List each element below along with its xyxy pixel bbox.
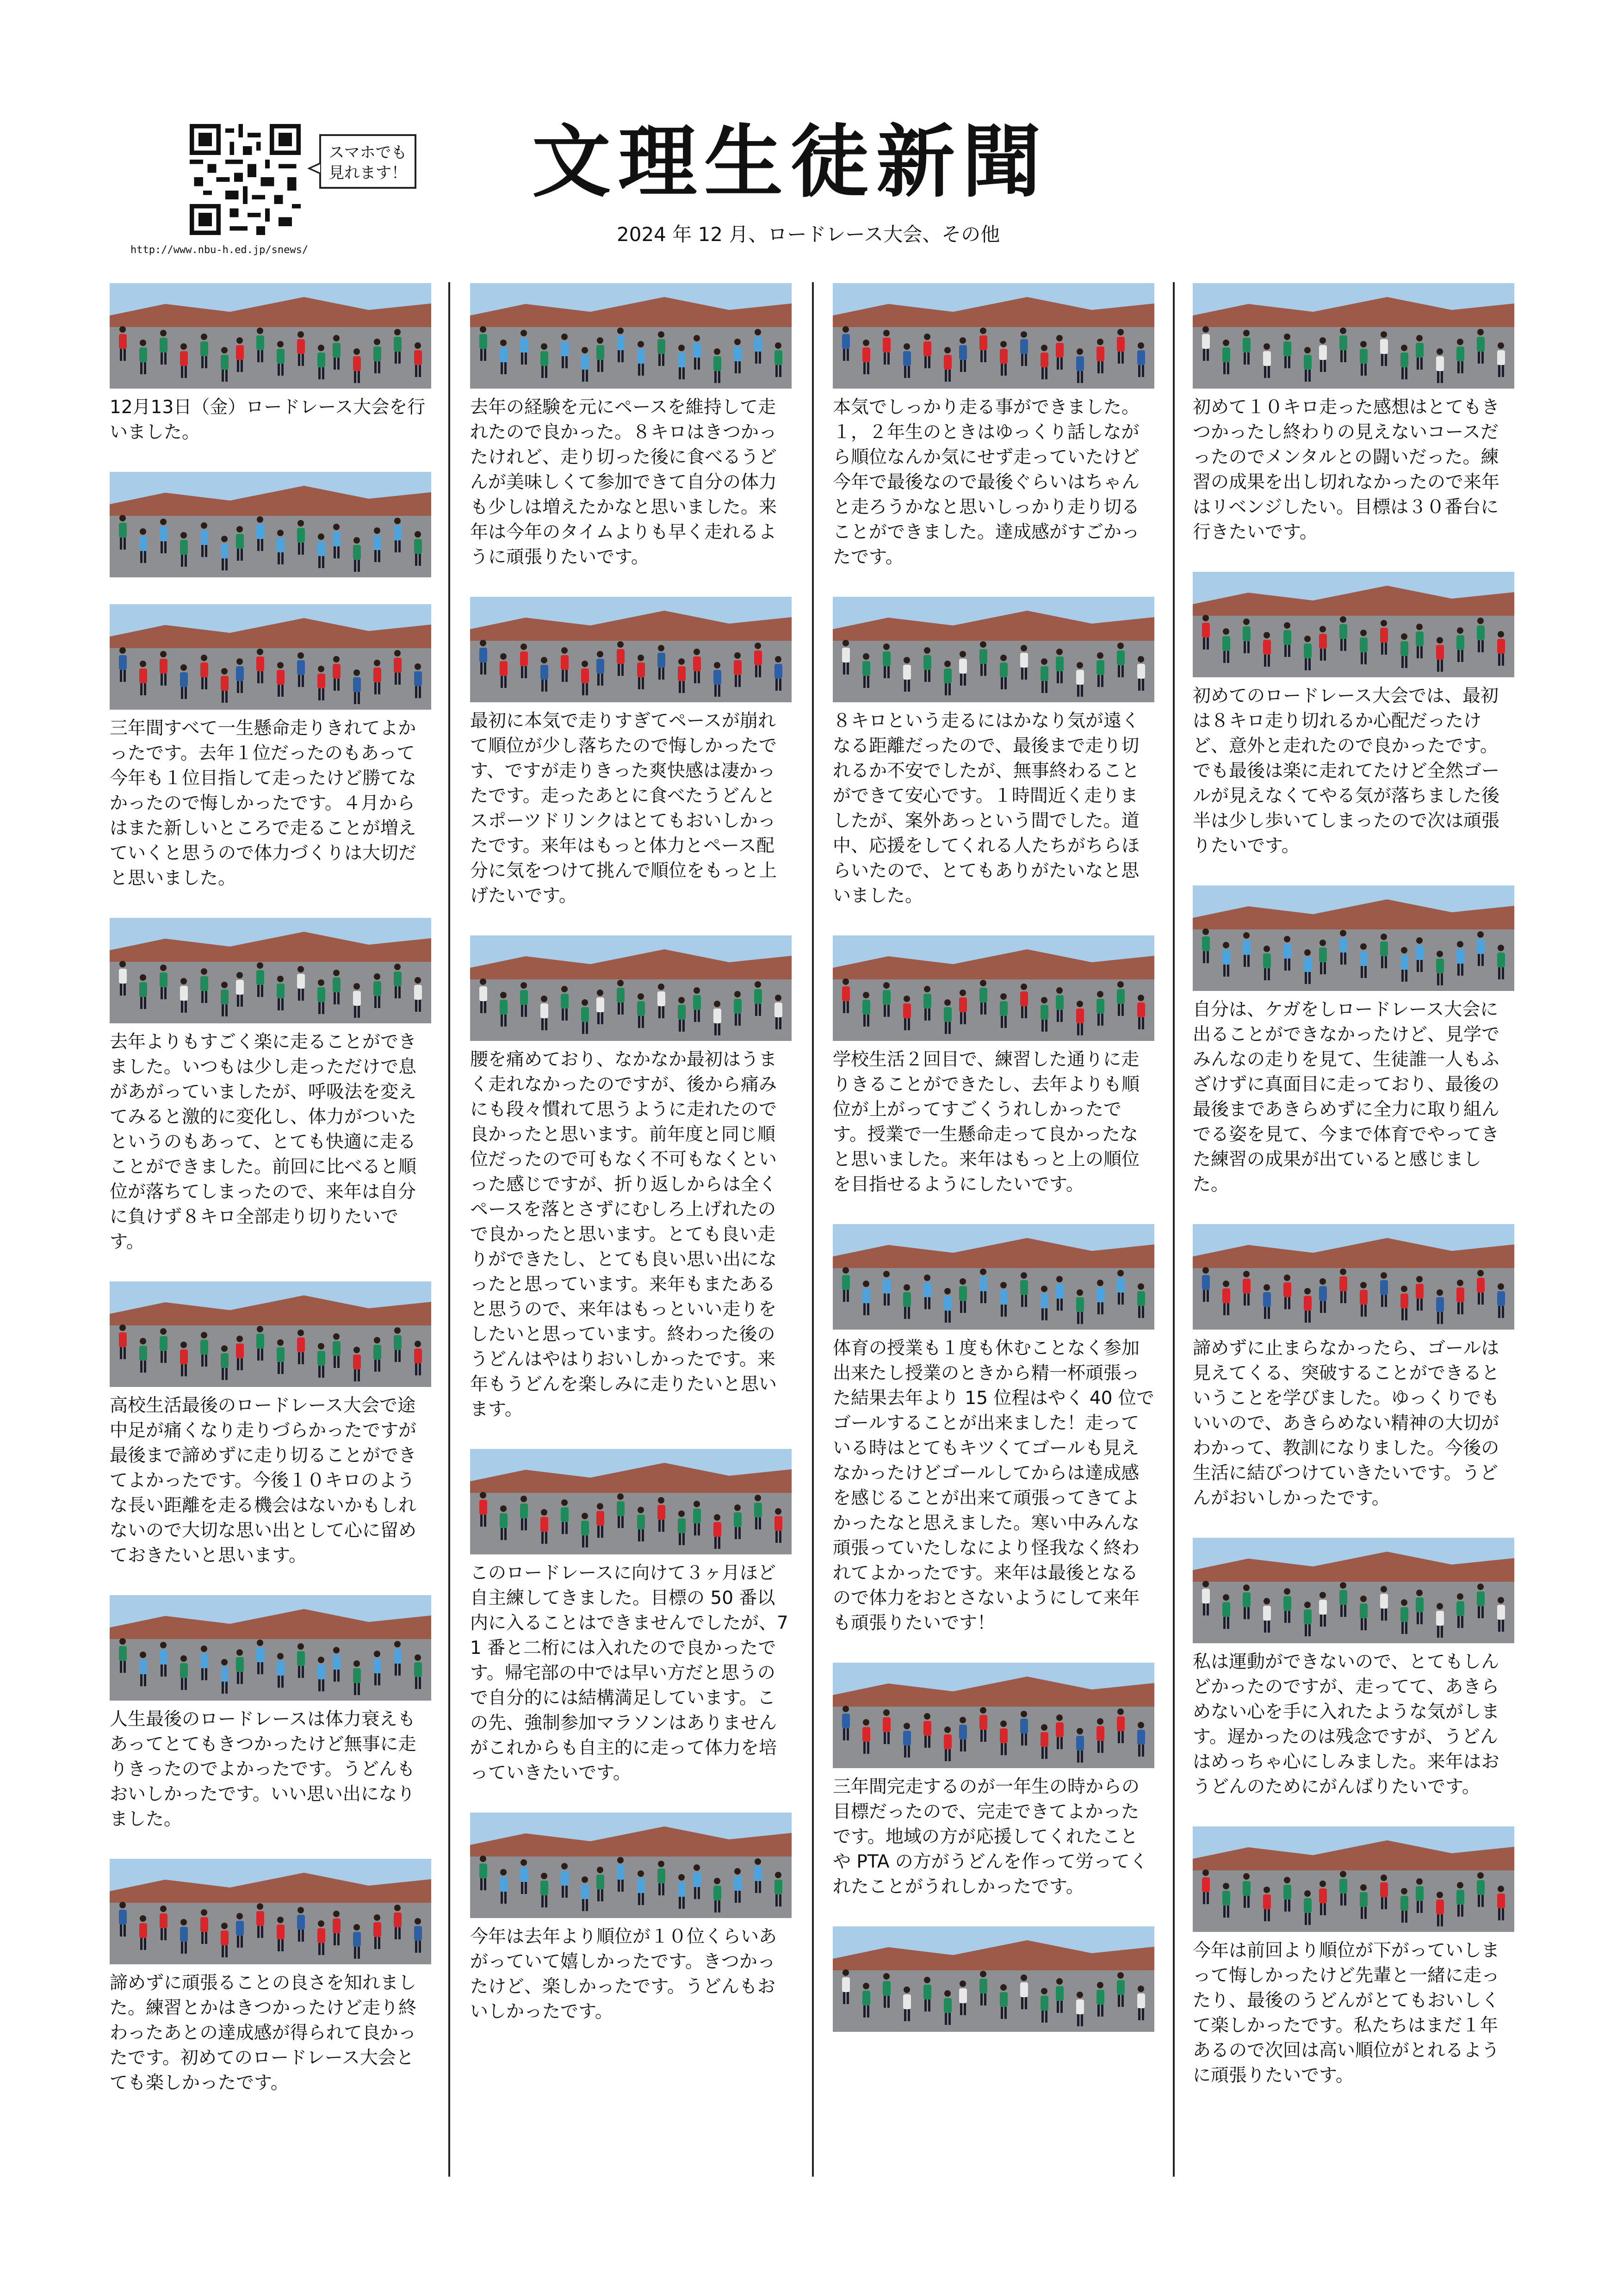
photo-bleachers-group [470,1449,792,1554]
article-text: 体育の授業も１度も休むことなく参加出来たし授業のときから精一杯頑張った結果去年より 15 位程はやく 40 位でゴールすることが出来ました！走っている時はとてもキツくてゴールも見えなかったけどゴールしてからは達成感を感じることが出来て頑張ってきてよかったなと思えました。寒い中みんな頑張っていたしなにより怪我なく終われてよかったです。来年は最後となるので体力をおとさないようにして来年も頑張りたいです！ [833,1338,1154,1634]
article-text: 三年間完走するのが一年生の時からの目標だったので、完走できてよかったです。地域の方が応援してくれたことや PTA の方がうどんを作って労ってくれたことがうれしかったです。 [833,1776,1148,1897]
photo-group-bleachers [1193,1826,1514,1932]
photo-red-team-closeup [1193,885,1514,991]
article-text: 人生最後のロードレースは体力衰えもあってとてもきつかったけど無事に走りきったのでよかったです。うどんもおいしかったです。いい思い出になりました。 [110,1709,416,1830]
photo-image [1193,283,1514,389]
qr-code[interactable] [190,124,301,235]
article-entry [470,283,792,570]
photo-runners-river [1193,283,1514,389]
photo-mountain-start [833,1926,1154,2032]
article-entry [110,472,431,577]
photo-image [470,1449,792,1554]
article-text: 去年の経験を元にペースを維持して走れたので良かった。８キロはきつかったけれど、走り切った後に食べるうどんが美味しくて参加できて自分の体力も少しは増えたかなと思いました。来年は今年のタイムよりも早く走れるように頑張りたいです。 [470,397,777,568]
photo-green-shirts-run [1193,572,1514,677]
photo-green-pack [470,283,792,389]
photo-crowd-running [110,918,431,1023]
article-text: 私は運動ができないので、とてもしんどかったのですが、走ってて、あきらめない心を手に入れたような気がします。遅かったのは残念ですが、うどんはめっちゃ心にしみました。来年はおうどんのためにがんばりたいです。 [1193,1652,1500,1797]
article-entry [1193,885,1514,1197]
column-1 [110,283,431,2123]
photo-image [833,597,1154,702]
column-divider [1173,282,1175,2177]
article-entry [1193,1224,1514,1511]
photo-image [833,283,1154,389]
article-entry [1193,1538,1514,1800]
article-entry [110,1859,431,2096]
site-url[interactable]: http://www.nbu-h.ed.jp/snews/ [130,244,309,256]
article-entry [470,1449,792,1786]
newspaper-title: 文理生徒新聞 [532,116,1049,208]
photo-three-students-posing [110,472,431,577]
photo-image [110,472,431,577]
article-text: 最初に本気で走りすぎてペースが崩れて順位が少し落ちたので悔しかったです、ですが走りきった爽快感は凄かったです。走ったあとに食べたうどんとスポーツドリンクはとてもおいしかったです。来年はもっと体力とペース配分に気をつけて挑んで順位をもっと上げたいです。 [470,711,777,906]
speech-bubble: スマホでも 見れます！ [319,134,416,189]
article-entry [833,597,1154,909]
photo-green-team-running [110,1281,431,1387]
article-entry [110,918,431,1255]
article-entry [833,1926,1154,2032]
photo-girls-peace-sign [110,604,431,710]
column-2 [470,283,792,2051]
photo-image [1193,1538,1514,1643]
article-text: 諦めずに止まらなかったら、ゴールは見えてくる、突破することができるということを学びました。ゆっくりでもいいので、あきらめない精神の大切がわかって、教訓になりました。今後の生活に結びつけていきたいです。うどんがおいしかったです。 [1193,1338,1500,1509]
article-text: 去年よりもすごく楽に走ることができました。いつもは少し走っただけで息があがっていましたが、呼吸法を変えてみると激的に変化し、体力がついたというのもあって、とても快適に走ることができました。前回に比べると順位が落ちてしまったので、来年は自分に負けず８キロ全部走り切りたいです。 [110,1032,417,1252]
article-text: 今年は前回より順位が下がっていしまって悔しかったけど先輩と一緒に走ったり、最後のうどんがとてもおいしくて楽しかったです。私たちはまだ１年あるので次回は高い順位がとれるように頑張りたいです。 [1193,1940,1500,2086]
photo-runners-cones [110,1859,431,1964]
photo-mixed-crowd [1193,1224,1514,1330]
photo-truck-runners [833,1224,1154,1330]
article-text: 初めてのロードレース大会では、最初は８キロ走り切れるか心配だったけど、意外と走れたので良かったです。でも最後は楽に走れてたけど全然ゴールが見えなくてやる気が落ちました後半は少し歩いてしまったので次は頑張りたいです。 [1193,686,1500,856]
qr-code-icon [190,124,301,235]
article-text: 今年は去年より順位が１０位くらいあがっていて嬉しかったです。きつかったけど、楽しかったです。うどんもおいしかったです。 [470,1926,777,2022]
article-text: 三年間すべて一生懸命走りきれてよかったです。去年１位だったのもあって今年も１位目指して走ったけど勝てなかったので悔しかったです。４月からはまた新しいところで走ることが増えていくと思うので体力づくりは大切だと思いました。 [110,718,417,889]
column-3 [833,283,1154,2059]
photo-image [1193,1826,1514,1932]
column-divider [448,282,450,2177]
article-text: 高校生活最後のロードレース大会で途中足が痛くなり走りづらかったですが最後まで諦めずに走り切ることができてよかったです。今後１０キロのような長い距離を走る機会はないかもしれないので大切な思い出として心に留めておきたいと思います。 [110,1395,417,1566]
photo-image [833,1926,1154,2032]
photo-start-line-distance [110,1595,431,1701]
column-4 [1193,283,1514,2115]
article-entry [1193,283,1514,545]
article-entry [110,1595,431,1832]
photo-image [110,283,431,389]
article-text: 本気でしっかり走る事ができました。１，２年生のときはゆっくり話しながら順位なんか気にせず走っていたけど今年で最後なので最後ぐらいはちゃんと走ろうかなと思いしっかり走り切ることができました。達成感がすごかったです。 [833,397,1140,568]
photo-image [1193,885,1514,991]
article-entry [470,1813,792,2024]
article-text: このロードレースに向けて３ヶ月ほど自主練してきました。目標の 50 番以内に入ることはできませんでしたが、71 番と二桁には入れたので良かったです。帰宅部の中では早い方だと思うので自分的には結構満足しています。この先、強制参加マラソンはありませんがこれからも自主的に走って体力を培っていきたいです。 [470,1563,788,1783]
article-text: 諦めずに頑張ることの良さを知れました。練習とかはきつかったけど走り終わったあとの達成感が得られて良かったです。初めてのロードレース大会とても楽しかったです。 [110,1973,417,2093]
photo-image [110,918,431,1023]
photo-students-eating [833,597,1154,702]
photo-image [1193,1224,1514,1330]
article-text: 12月13日（金）ロードレース大会を行いました。 [110,397,426,443]
article-entry [833,1663,1154,1900]
photo-recording-table [833,935,1154,1041]
photo-image [833,935,1154,1041]
article-entry [1193,1826,1514,2088]
photo-image [833,1224,1154,1330]
photo-image [110,1859,431,1964]
photo-image [1193,572,1514,677]
photo-image [470,283,792,389]
article-entry [833,935,1154,1197]
article-entry [110,283,431,445]
photo-image [110,604,431,710]
photo-image [470,597,792,702]
article-entry [470,935,792,1422]
article-text: 初めて１０キロ走った感想はとてもきつかったし終わりの見えないコースだったのでメンタルとの闘いだった。練習の成果を出し切れなかったので来年はリベンジしたい。目標は３０番台に行きたいです。 [1193,397,1500,543]
article-entry [110,604,431,891]
photo-bus-finish [470,1813,792,1918]
article-entry [470,597,792,909]
photo-image [470,1813,792,1918]
article-text: 自分は、ケガをしロードレース大会に出ることができなかったけど、見学でみんなの走りを見て、生徒誰一人もふざけずに真面目に走っており、最後の最後まであきらめずに全力に取り組んでる姿を見て、今まで体育でやってきた練習の成果が出ていると感じました。 [1193,999,1500,1195]
photo-runners-road [110,283,431,389]
article-text: 腰を痛めており、なかなか最初はうまく走れなかったのですが、後から痛みにも段々慣れて思うように走れたので良かったと思います。前年度と同じ順位だったので可もなく不可もなくといった感じですが、折り返しからは全くペースを落とさずにむしろ上げれたので良かったと思います。とても良い走りができたし、とても良い思い出になったと思っています。来年もまたあると思うので、来年はもっといい走りをしたいと思っています。終わった後のうどんはやはりおいしかったです。来年もうどんを楽しみに走りたいと思います。 [470,1049,777,1420]
photo-blue-crowd [1193,1538,1514,1643]
photo-red-crowd-seated [833,1663,1154,1768]
article-entry [833,283,1154,570]
issue-subtitle: 2024 年 12 月、ロードレース大会、その他 [617,223,1000,246]
photo-red-runners-slope [470,935,792,1041]
article-entry [833,1224,1154,1636]
photo-image [833,1663,1154,1768]
article-entry [1193,572,1514,859]
photo-image [470,935,792,1041]
photo-tent-seated [833,283,1154,389]
article-text: ８キロという走るにはかなり気が遠くなる距離だったので、最後まで走り切れるか不安でしたが、無事終わることができて安心です。１時間近く走りましたが、案外あっという間でした。道中、応援をしてくれる人たちがちらほらいたので、とてもありがたいなと思いました。 [833,711,1140,906]
photo-image [110,1281,431,1387]
photo-image [110,1595,431,1701]
photo-students-lined-up [470,597,792,702]
column-divider [812,282,814,2177]
article-entry [110,1281,431,1568]
article-text: 学校生活２回目で、練習した通りに走りきることができたし、去年よりも順位が上がってすごくうれしかったです。授業で一生懸命走って良かったなと思いました。来年はもっと上の順位を目指せるようにしたいです。 [833,1049,1140,1195]
